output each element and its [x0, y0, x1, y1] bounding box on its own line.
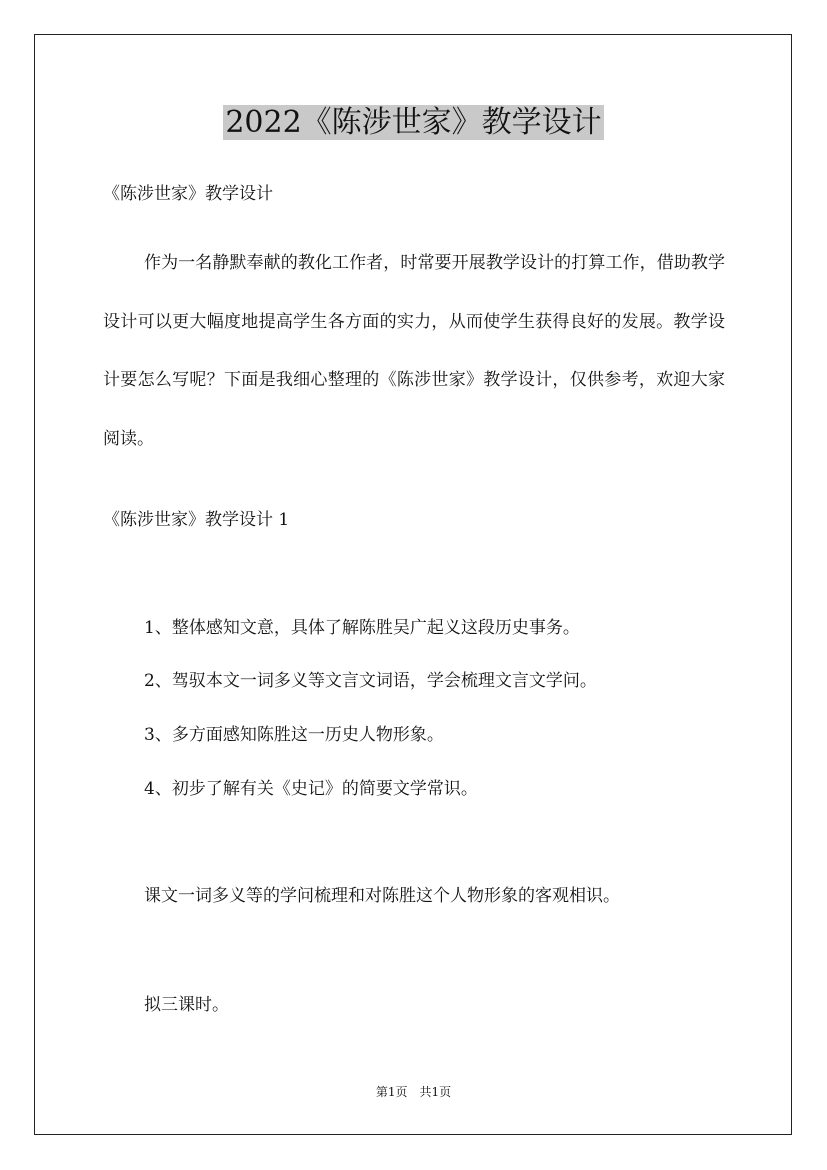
- objective-item-3: 3、多方面感知陈胜这一历史人物形象。: [144, 725, 444, 745]
- key-point-text: 课文一词多义等的学问梳理和对陈胜这个人物形象的客观相识。: [144, 886, 620, 906]
- page-number-current: 第1页: [375, 1085, 408, 1099]
- intro-paragraph: 作为一名静默奉献的教化工作者，时常要开展教学设计的打算工作，借助教学设计可以更大幅度地提高学生各方面的实力，从而使学生获得良好的发展。教学设计要怎么写呢？下面是我细心整理的《陈涉世家》教学设计，仅供参考，欢迎大家阅读。: [103, 253, 725, 449]
- page-footer: [0, 1083, 827, 1101]
- document-title: 2022《陈涉世家》教学设计: [225, 105, 602, 140]
- document-title-wrap: [0, 103, 827, 143]
- schedule-text: 拟三课时。: [144, 995, 229, 1015]
- document-subtitle: 《陈涉世家》教学设计: [103, 184, 273, 204]
- objective-item-4: 4、初步了解有关《史记》的简要文学常识。: [144, 779, 478, 799]
- objective-item-1: 1、整体感知文意，具体了解陈胜吴广起义这段历史事务。: [144, 618, 580, 638]
- section-heading: 《陈涉世家》教学设计 1: [103, 510, 290, 530]
- objective-item-2: 2、驾驭本文一词多义等文言文词语，学会梳理文言文学问。: [144, 671, 597, 691]
- page-number-total: 共1页: [419, 1085, 452, 1099]
